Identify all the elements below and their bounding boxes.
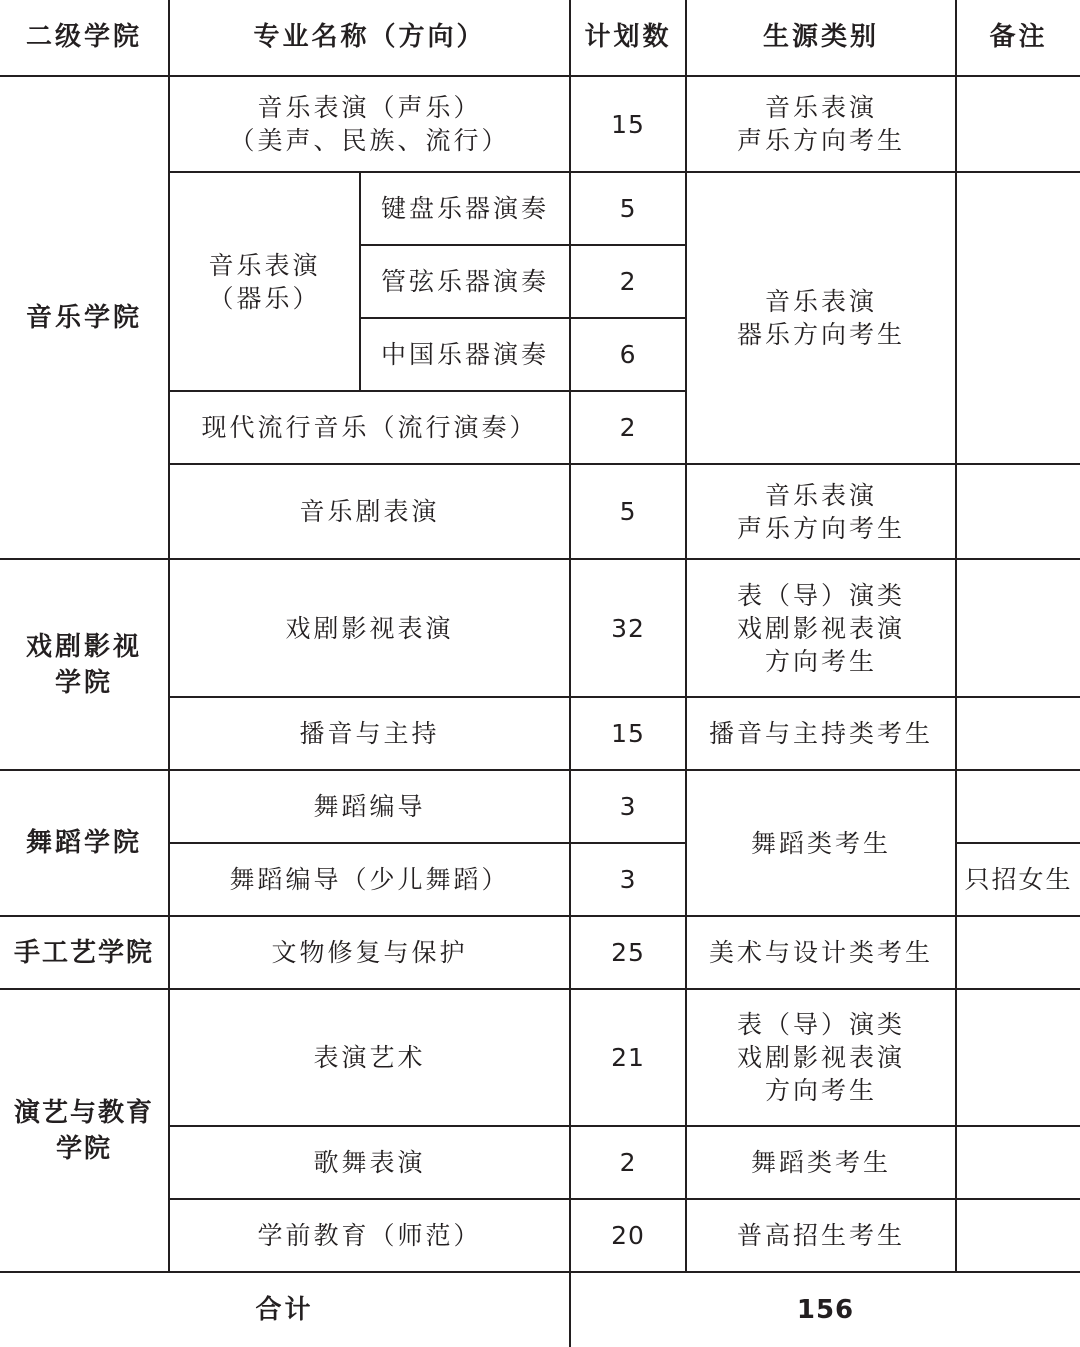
source-cell xyxy=(686,76,956,172)
source-line: 声乐方向考生 xyxy=(737,126,906,155)
remark-cell: 只招女生 xyxy=(956,843,1080,916)
source-line: 表（导）演类 xyxy=(737,1010,906,1039)
source-cell: 美术与设计类考生 xyxy=(686,916,956,989)
source-line: 音乐表演 xyxy=(765,287,878,316)
plan-cell: 6 xyxy=(570,318,686,391)
college-line: 学院 xyxy=(55,1133,112,1164)
college-dance: 舞蹈学院 xyxy=(0,770,169,916)
major-cell: 学前教育（师范） xyxy=(169,1199,570,1272)
remark-cell xyxy=(956,916,1080,989)
header-college: 二级学院 xyxy=(0,0,169,76)
table-row xyxy=(0,559,1080,697)
total-value: 156 xyxy=(570,1272,1080,1347)
plan-cell: 5 xyxy=(570,172,686,245)
remark-cell xyxy=(956,989,1080,1126)
header-remark: 备注 xyxy=(956,0,1080,76)
college-craft: 手工艺学院 xyxy=(0,916,169,989)
header-plan: 计划数 xyxy=(570,0,686,76)
remark-cell xyxy=(956,770,1080,843)
source-cell xyxy=(686,172,956,464)
major-cell xyxy=(169,76,570,172)
plan-cell: 5 xyxy=(570,464,686,559)
table-row xyxy=(0,989,1080,1126)
sub-major-cell: 管弦乐器演奏 xyxy=(360,245,570,318)
remark-cell xyxy=(956,559,1080,697)
remark-cell xyxy=(956,1126,1080,1199)
plan-cell: 32 xyxy=(570,559,686,697)
plan-cell: 2 xyxy=(570,391,686,464)
college-line: 戏剧影视 xyxy=(25,631,142,662)
remark-cell xyxy=(956,697,1080,770)
major-line: （美声、民族、流行） xyxy=(229,126,510,155)
major-group-instrument xyxy=(169,172,360,391)
major-cell: 戏剧影视表演 xyxy=(169,559,570,697)
major-cell: 舞蹈编导 xyxy=(169,770,570,843)
major-cell: 歌舞表演 xyxy=(169,1126,570,1199)
source-line: 音乐表演 xyxy=(765,93,878,122)
header-source: 生源类别 xyxy=(686,0,956,76)
college-line: 演艺与教育 xyxy=(13,1097,154,1128)
source-cell xyxy=(686,464,956,559)
table-row xyxy=(0,916,1080,989)
source-line: 方向考生 xyxy=(765,646,878,676)
source-line: 方向考生 xyxy=(765,1076,878,1105)
major-line: 音乐表演（声乐） xyxy=(257,93,482,122)
source-cell: 播音与主持类考生 xyxy=(686,697,956,770)
remark-cell xyxy=(956,1199,1080,1272)
plan-cell: 15 xyxy=(570,697,686,770)
total-label: 合计 xyxy=(0,1272,570,1347)
source-cell: 普高招生考生 xyxy=(686,1199,956,1272)
major-group-line: （器乐） xyxy=(208,283,321,313)
plan-cell: 20 xyxy=(570,1199,686,1272)
table-row xyxy=(0,76,1080,172)
source-line: 戏剧影视表演 xyxy=(737,613,906,643)
plan-cell: 2 xyxy=(570,1126,686,1199)
source-cell: 舞蹈类考生 xyxy=(686,1126,956,1199)
major-cell: 舞蹈编导（少儿舞蹈） xyxy=(169,843,570,916)
source-line: 器乐方向考生 xyxy=(737,320,906,349)
plan-cell: 3 xyxy=(570,770,686,843)
plan-cell: 21 xyxy=(570,989,686,1126)
major-cell: 文物修复与保护 xyxy=(169,916,570,989)
sub-major-cell: 键盘乐器演奏 xyxy=(360,172,570,245)
header-major: 专业名称（方向） xyxy=(169,0,570,76)
remark-cell xyxy=(956,76,1080,172)
source-line: 表（导）演类 xyxy=(737,580,906,610)
college-drama xyxy=(0,559,169,770)
sub-major-cell: 中国乐器演奏 xyxy=(360,318,570,391)
major-cell: 现代流行音乐（流行演奏） xyxy=(169,391,570,464)
source-line: 戏剧影视表演 xyxy=(737,1043,906,1072)
total-row xyxy=(0,1272,1080,1347)
source-cell xyxy=(686,559,956,697)
source-line: 音乐表演 xyxy=(765,480,878,510)
major-cell: 表演艺术 xyxy=(169,989,570,1126)
remark-cell xyxy=(956,464,1080,559)
source-cell: 舞蹈类考生 xyxy=(686,770,956,916)
plan-cell: 2 xyxy=(570,245,686,318)
major-cell: 播音与主持 xyxy=(169,697,570,770)
table-row xyxy=(0,770,1080,843)
college-line: 学院 xyxy=(54,667,113,698)
plan-cell: 15 xyxy=(570,76,686,172)
major-cell: 音乐剧表演 xyxy=(169,464,570,559)
header-row xyxy=(0,0,1080,76)
college-performing xyxy=(0,989,169,1272)
plan-cell: 25 xyxy=(570,916,686,989)
major-group-line: 音乐表演 xyxy=(208,250,321,280)
source-line: 声乐方向考生 xyxy=(737,513,906,543)
plan-cell: 3 xyxy=(570,843,686,916)
source-cell xyxy=(686,989,956,1126)
remark-cell xyxy=(956,172,1080,464)
college-music: 音乐学院 xyxy=(0,76,169,559)
